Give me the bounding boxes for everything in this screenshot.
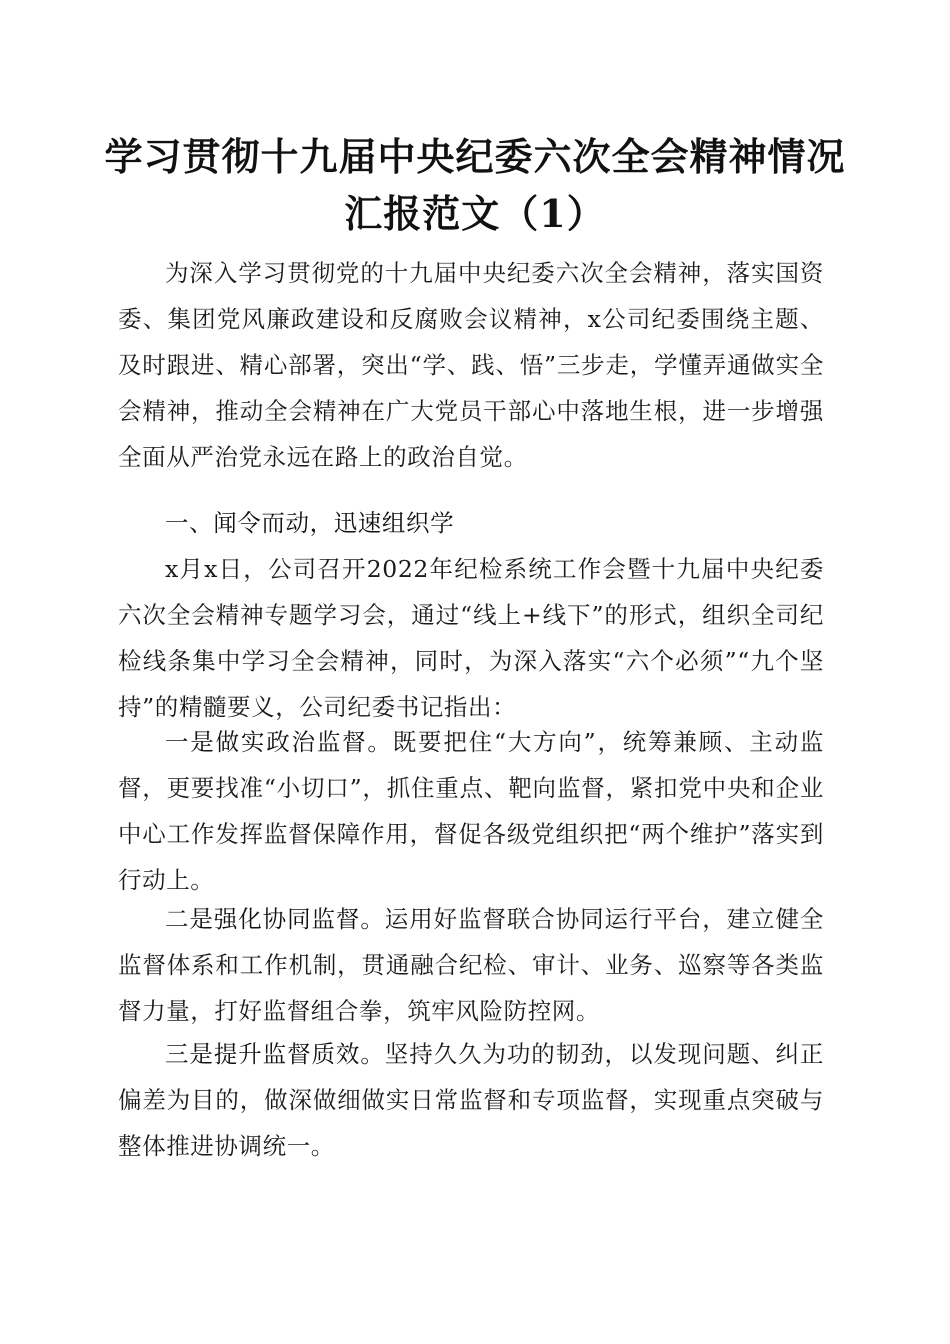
point-two-paragraph bbox=[118, 896, 824, 1034]
point-one-lead: 一是做实政治监督。 bbox=[165, 728, 393, 756]
intro-paragraph: 为深入学习贯彻党的十九届中央纪委六次全会精神，落实国资委、集团党风廉政建设和反腐败会议精神，x公司纪委围绕主题、及时跟进、精心部署，突出“学、践、悟”三步走，学懂弄通做实全会精神，推动全会精神在广大党员干部心中落地生根，进一步增强全面从严治党永远在路上的政治自觉。 bbox=[118, 259, 824, 471]
point-one-paragraph bbox=[118, 719, 824, 903]
point-three-text: 坚持久久为功的韧劲，以发现问题、纠正偏差为目的，做深做细做实日常监督和专项监督，实现重点突破与整体推进协调统一。 bbox=[118, 1040, 824, 1160]
meeting-paragraph: x月x日，公司召开2022年纪检系统工作会暨十九届中央纪委六次全会精神专题学习会，通过“线上+线下”的形式，组织全司纪检线条集中学习全会精神，同时，为深入落实“六个必须”“九个坚持”的精髓要义，公司纪委书记指出： bbox=[118, 555, 824, 721]
point-two-lead: 二是强化协同监督。 bbox=[165, 905, 385, 933]
point-two-text: 运用好监督联合协同运行平台，建立健全监督体系和工作机制，贯通融合纪检、审计、业务、巡察等各类监督力量，打好监督组合拳，筑牢风险防控网。 bbox=[118, 905, 824, 1025]
section-heading: 一、闻令而动，迅速组织学 bbox=[165, 509, 455, 537]
point-three-paragraph bbox=[118, 1031, 824, 1169]
document-title: 学习贯彻十九届中央纪委六次全会精神情况汇报范文（1） bbox=[104, 134, 846, 236]
point-three-lead: 三是提升监督质效。 bbox=[165, 1040, 385, 1068]
point-one-text: 既要把住“大方向”，统筹兼顾、主动监督，更要找准“小切口”，抓住重点、靶向监督，紧扣党中央和企业中心工作发挥监督保障作用，督促各级党组织把“两个维护”落实到行动上。 bbox=[118, 728, 825, 894]
